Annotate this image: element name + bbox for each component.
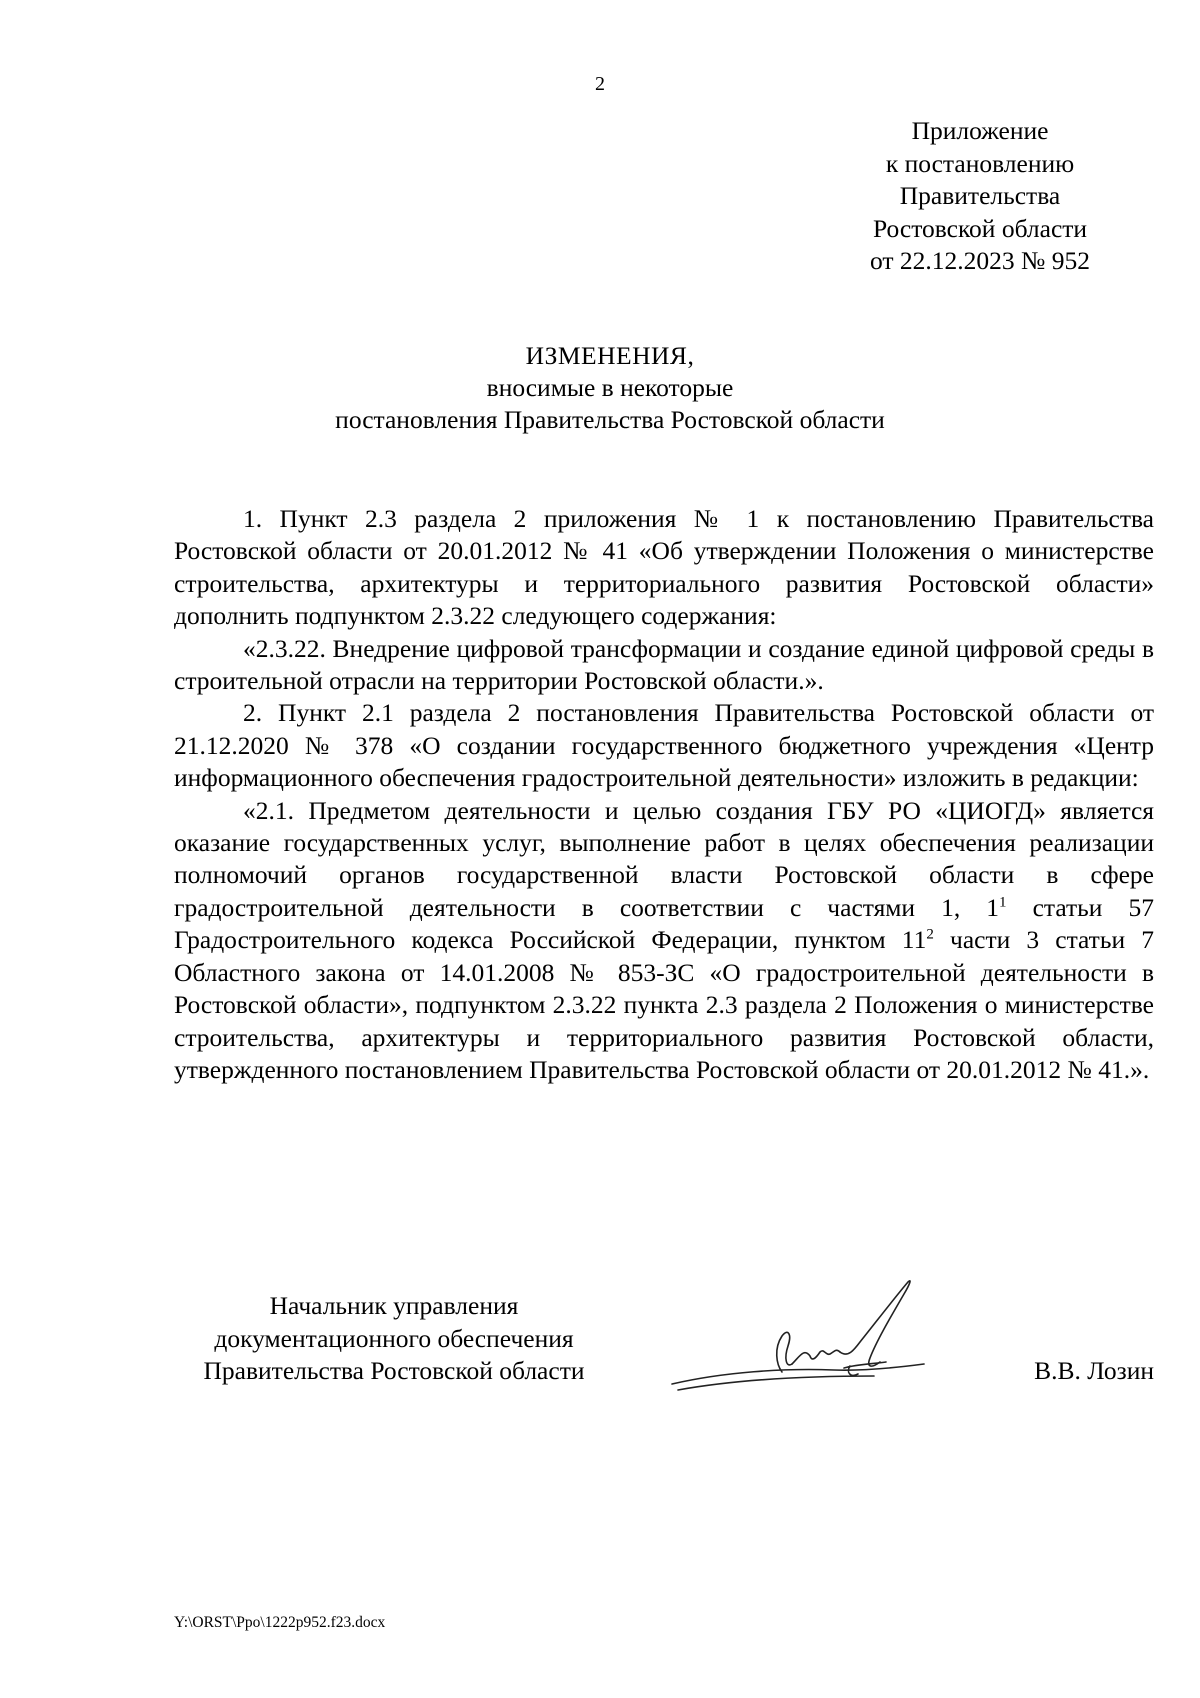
file-path: Y:\ORST\Ppo\1222p952.f23.docx	[174, 1614, 386, 1631]
superscript: 1	[999, 894, 1007, 911]
signer-position-line: Начальник управления	[269, 1291, 519, 1320]
signer-position-line: документационного обеспечения	[214, 1323, 574, 1353]
handwritten-signature	[664, 1272, 964, 1412]
page-number: 2	[595, 73, 605, 95]
paragraph-4-text: части 3 статьи 7 Областного закона от 14.01.2008 № 853-ЗС «О градостроительной деятельности в Ростовской области», подпунктом 2.3.22 пункта 2.3 раздела 2 Положения о министерстве строительства, архитектуры и территориального развития Ростовской области, утвержденного постановлением Правительства Ростовской области от 20.01.2012 № 41.».	[174, 925, 1154, 1084]
paragraph-4-text: «2.1. Предметом деятельности и целью создания ГБУ РО «ЦИОГД» является оказание государственных услуг, выполнение работ в целях обеспечения реализации полномочий органов государственной власти Ростовской области в сфере градостроительной деятельности в соответствии с частями 1, 1	[174, 795, 1154, 922]
appendix-line: от 22.12.2023 № 952	[869, 246, 1090, 275]
paragraph-4	[174, 795, 1154, 1087]
appendix-line: Приложение	[911, 116, 1049, 145]
document-title: ИЗМЕНЕНИЯ,	[525, 341, 695, 370]
signer-position	[174, 1290, 614, 1388]
document-body	[174, 503, 1154, 1086]
appendix-header	[810, 115, 1150, 278]
appendix-line: к постановлению	[885, 148, 1075, 178]
paragraph-3: 2. Пункт 2.1 раздела 2 постановления Правительства Ростовской области от 21.12.2020 № 378 «О создании государственного бюджетного учреждения «Центр информационного обеспечения градостроительной деятельности» изложить в редакции:	[174, 698, 1154, 793]
superscript: 2	[926, 926, 934, 943]
paragraph-4-text: статьи 57 Градостроительного кодекса Российской Федерации, пунктом 11	[174, 892, 1154, 955]
paragraph-1: 1. Пункт 2.3 раздела 2 приложения № 1 к постановлению Правительства Ростовской области от 20.01.2012 № 41 «Об утверждении Положения о министерстве строительства, архитектуры и территориального развития Ростовской области» дополнить подпунктом 2.3.22 следующего содержания:	[174, 504, 1154, 631]
document-heading	[0, 340, 1200, 436]
signature-block	[174, 1290, 1154, 1430]
document-subtitle: постановления Правительства Ростовской области	[335, 405, 885, 434]
signer-position-line: Правительства Ростовской области	[203, 1356, 585, 1385]
appendix-line: Ростовской области	[872, 213, 1088, 243]
document-subtitle: вносимые в некоторые	[486, 373, 734, 402]
appendix-line: Правительства	[899, 181, 1061, 210]
signer-name: В.В. Лозин	[1034, 1356, 1154, 1385]
paragraph-2: «2.3.22. Внедрение цифровой трансформации и создание единой цифровой среды в строительной отрасли на территории Ростовской области.».	[174, 633, 1154, 696]
